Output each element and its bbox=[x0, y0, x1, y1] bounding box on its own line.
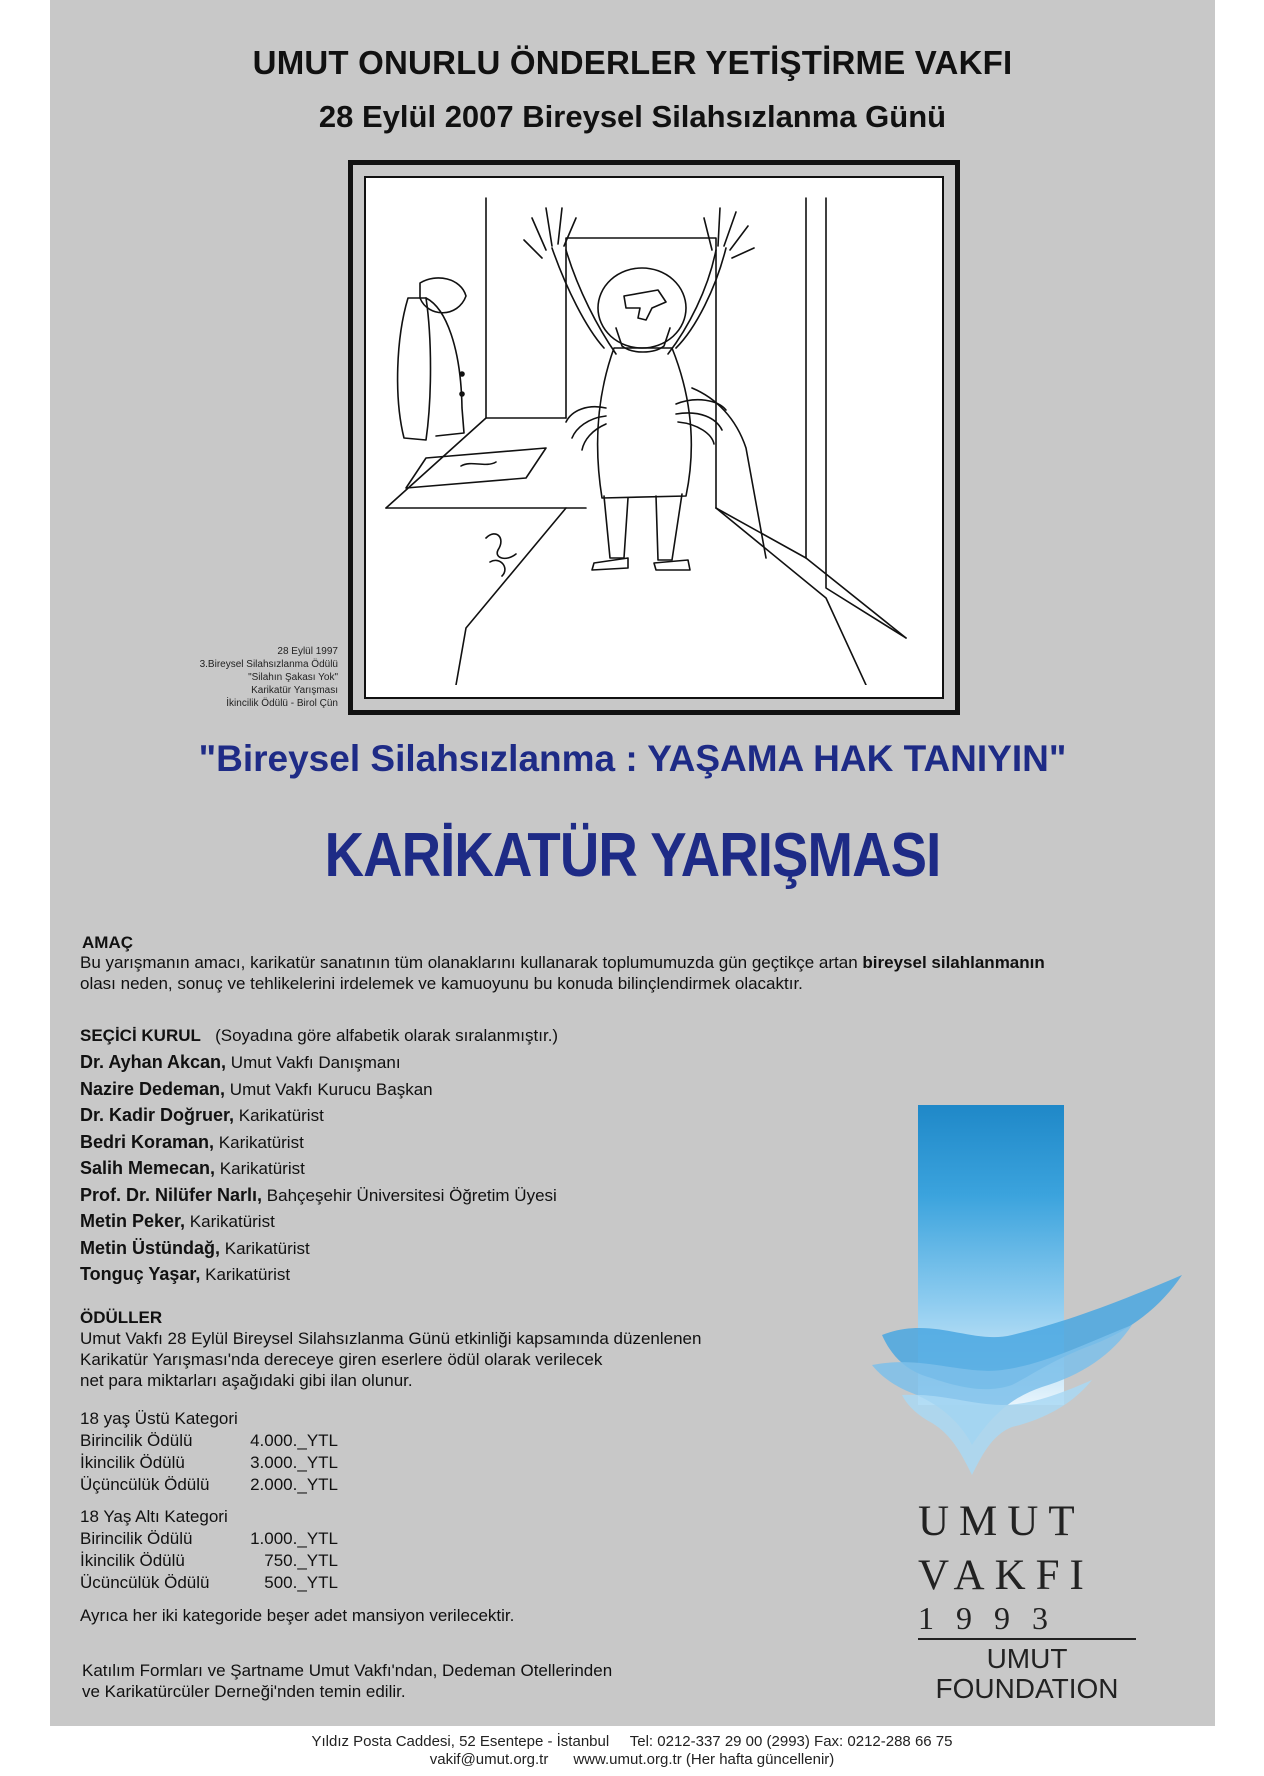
member-role: Bahçeşehir Üniversitesi Öğretim Üyesi bbox=[266, 1185, 557, 1205]
prize-amount: 500._YTL bbox=[264, 1573, 338, 1592]
member-name: Bedri Koraman, bbox=[80, 1131, 215, 1152]
jury-member bbox=[80, 1052, 557, 1079]
prize-amount: 750._YTL bbox=[264, 1551, 338, 1570]
category-title: 18 Yaş Altı Kategori bbox=[80, 1507, 228, 1526]
category-under-18 bbox=[80, 1506, 338, 1594]
poster bbox=[50, 0, 1215, 1726]
logo-divider bbox=[918, 1638, 1136, 1640]
jury-member bbox=[80, 1264, 557, 1291]
mention-note: Ayrıca her iki kategoride beşer adet mansiyon verilecektir. bbox=[80, 1606, 515, 1625]
caption-line: 3.Bireysel Silahsızlanma Ödülü bbox=[199, 659, 338, 670]
prize-amount: 3.000._YTL bbox=[250, 1453, 338, 1472]
prize-label: Üçüncülük Ödülü bbox=[80, 1475, 210, 1494]
caption-line: 28 Eylül 1997 bbox=[277, 646, 338, 657]
logo-text-vakfi: VAKFI bbox=[918, 1552, 1094, 1599]
member-name: Tonguç Yaşar, bbox=[80, 1264, 201, 1284]
member-name: Nazire Dedeman, bbox=[80, 1078, 226, 1099]
prize-row bbox=[80, 1528, 338, 1550]
amac-text bbox=[80, 952, 1160, 994]
jury-note: (Soyadına göre alfabetik olarak sıralanmıştır.) bbox=[215, 1026, 559, 1045]
prize-row bbox=[80, 1572, 338, 1594]
member-role: Karikatürist bbox=[189, 1212, 275, 1231]
amac-text-bold: bireysel silahlanmanın bbox=[862, 953, 1045, 972]
prize-row bbox=[80, 1452, 338, 1474]
member-name: Dr. Kadir Doğruer, bbox=[80, 1105, 235, 1125]
cartoon-illustration bbox=[366, 178, 942, 697]
member-role: Karikatürist bbox=[218, 1132, 304, 1152]
member-name: Prof. Dr. Nilüfer Narlı, bbox=[80, 1184, 263, 1205]
member-name: Dr. Ayhan Akcan, bbox=[80, 1052, 227, 1072]
logo-text-umut-en: UMUT bbox=[986, 1643, 1068, 1674]
caption-line: "Silahın Şakası Yok" bbox=[248, 672, 338, 683]
prize-row bbox=[80, 1430, 338, 1452]
member-role: Umut Vakfı Danışmanı bbox=[230, 1053, 401, 1072]
prize-label: Birincilik Ödülü bbox=[80, 1431, 193, 1450]
member-role: Karikatürist bbox=[238, 1106, 324, 1125]
jury-heading-row bbox=[80, 1026, 558, 1046]
caption-line: Karikatür Yarışması bbox=[251, 685, 338, 696]
jury-member bbox=[80, 1158, 557, 1185]
logo-text-foundation: FOUNDATION bbox=[935, 1673, 1119, 1704]
category-title: 18 yaş Üstü Kategori bbox=[80, 1409, 238, 1428]
amac-heading: AMAÇ bbox=[82, 933, 133, 952]
participation-info bbox=[82, 1660, 612, 1702]
jury-member bbox=[80, 1079, 557, 1106]
member-role: Umut Vakfı Kurucu Başkan bbox=[229, 1079, 433, 1099]
jury-member bbox=[80, 1105, 557, 1132]
prize-label: Birincilik Ödülü bbox=[80, 1529, 193, 1548]
logo-year: 1993 bbox=[918, 1600, 1070, 1636]
event-title: 28 Eylül 2007 Bireysel Silahsızlanma Günü bbox=[318, 99, 947, 134]
awards-line: net para miktarları aşağıdaki gibi ilan olunur. bbox=[80, 1371, 413, 1390]
jury-heading: SEÇİCİ KURUL bbox=[80, 1026, 201, 1045]
prize-label: Ücüncülük Ödülü bbox=[80, 1573, 210, 1592]
awards-line: Umut Vakfı 28 Eylül Bireysel Silahsızlanma Günü etkinliği kapsamında düzenlenen bbox=[80, 1329, 702, 1348]
logo-text-umut: UMUT bbox=[918, 1498, 1085, 1545]
prize-label: İkincilik Ödülü bbox=[80, 1453, 185, 1472]
jury-list bbox=[80, 1052, 557, 1291]
prize-row bbox=[80, 1474, 338, 1496]
jury-member bbox=[80, 1185, 557, 1212]
member-name: Salih Memecan, bbox=[80, 1158, 216, 1178]
amac-text-part: olası neden, sonuç ve tehlikelerini irdelemek ve kamuoyunu bu konuda bilinçlendirmek olacaktır. bbox=[80, 974, 803, 993]
member-role: Karikatürist bbox=[205, 1265, 291, 1284]
member-role: Karikatürist bbox=[219, 1159, 305, 1178]
slogan: "Bireysel Silahsızlanma : YAŞAMA HAK TANIYIN" bbox=[198, 738, 1067, 779]
participation-line: Katılım Formları ve Şartname Umut Vakfı'ndan, Dedeman Otellerinden bbox=[82, 1661, 613, 1680]
prize-label: İkincilik Ödülü bbox=[80, 1551, 185, 1570]
prize-amount: 2.000._YTL bbox=[250, 1475, 338, 1494]
category-over-18 bbox=[80, 1408, 338, 1496]
awards-line: Karikatür Yarışması'nda dereceye giren eserlere ödül olarak verilecek bbox=[80, 1350, 603, 1369]
awards-heading: ÖDÜLLER bbox=[80, 1308, 163, 1327]
prize-amount: 1.000._YTL bbox=[250, 1529, 338, 1548]
prize-amount: 4.000._YTL bbox=[250, 1431, 338, 1450]
participation-line: ve Karikatürcüler Derneği'nden temin edilir. bbox=[82, 1682, 406, 1701]
footer-address: Yıldız Posta Caddesi, 52 Esentepe - İstanbul Tel: 0212-337 29 00 (2993) Fax: 0212-288 66 75 bbox=[311, 1733, 953, 1750]
amac-text-part: Bu yarışmanın amacı, karikatür sanatının tüm olanaklarını kullanarak toplumumuzda gün geçtikçe artan bbox=[80, 953, 863, 972]
cartoon-frame bbox=[348, 160, 960, 715]
bird-logo-icon bbox=[862, 1275, 1192, 1475]
awards-text bbox=[80, 1328, 820, 1391]
jury-member bbox=[80, 1132, 557, 1159]
member-name: Metin Peker, bbox=[80, 1211, 186, 1231]
jury-member bbox=[80, 1238, 557, 1265]
footer-contact: vakif@umut.org.tr www.umut.org.tr (Her hafta güncellenir) bbox=[429, 1751, 835, 1768]
prize-row bbox=[80, 1550, 338, 1572]
artwork-caption bbox=[150, 645, 338, 710]
member-name: Metin Üstündağ, bbox=[80, 1237, 220, 1258]
contest-title: KARİKATÜR YARIŞMASI bbox=[324, 821, 941, 890]
jury-member bbox=[80, 1211, 557, 1238]
member-role: Karikatürist bbox=[224, 1238, 310, 1258]
caption-line: İkincilik Ödülü - Birol Çün bbox=[226, 698, 338, 709]
organization-title: UMUT ONURLU ÖNDERLER YETİŞTİRME VAKFI bbox=[252, 44, 1013, 81]
